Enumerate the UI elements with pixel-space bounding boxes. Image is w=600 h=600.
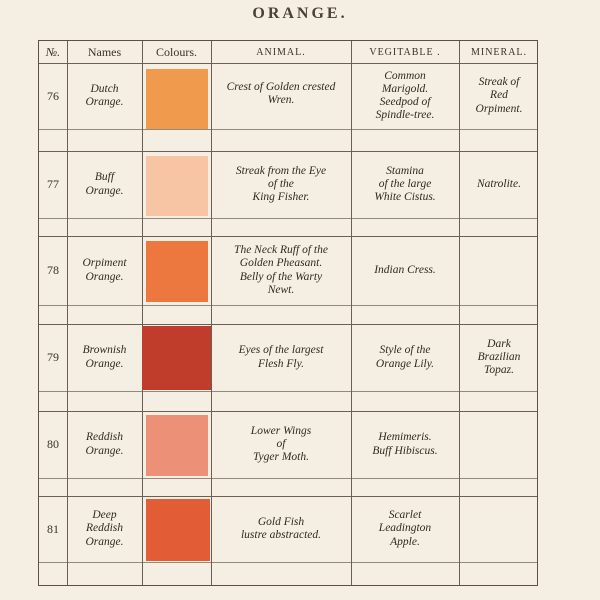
row-rule [39,391,537,392]
mineral-example [459,496,539,562]
colour-table [38,40,538,586]
mineral-example: Natrolite. [477,177,521,190]
vegetable-example: Hemimeris. Buff Hibiscus. [372,431,438,457]
row-number: 81 [47,521,59,536]
animal-example: Gold Fish lustre abstracted. [240,515,322,541]
vegetable-example: Indian Cress. [374,263,436,276]
row-number: 76 [47,88,59,103]
animal-example: Streak from the Eye of the King Fisher. [235,164,327,204]
colour-swatch [146,69,208,129]
row-number: 80 [47,437,59,451]
page-title: ORANGE. [252,5,348,22]
animal-example: The Neck Ruff of the Golden Pheasant. Belly of the Warty Newt. [234,244,328,296]
vegetable-example: Scarlet Leadington Apple. [378,509,432,548]
column-divider [142,41,143,585]
colour-swatch [146,415,208,476]
colour-swatch [146,241,208,302]
row-number: 79 [47,350,59,364]
mineral-example: Dark Brazilian Topaz. [477,337,521,377]
mineral-example: Streak of Red Orpiment. [475,76,523,115]
animal-example: Crest of Golden crested Wren. [226,81,336,107]
colour-name: Buff Orange. [85,171,124,197]
header-number: №. [45,44,61,59]
colour-name: Reddish Orange. [85,431,124,457]
header-animal: ANIMAL. [256,46,306,58]
colour-swatch [146,156,208,216]
row-rule [39,218,537,219]
row-number: 77 [47,177,59,191]
row-rule [39,129,537,130]
colour-name: Brownish Orange. [82,344,127,370]
colour-swatch [146,499,210,561]
row-number: 78 [47,263,59,277]
colour-name: Deep Reddish Orange. [85,509,124,548]
mineral-example [459,411,539,478]
header-names: Names [87,44,122,59]
vegetable-example: Stamina of the large White Cistus. [374,164,436,204]
colour-name: Orpiment Orange. [82,257,127,283]
mineral-example [459,236,539,305]
animal-example: Eyes of the largest Flesh Fly. [238,344,324,370]
row-rule [39,562,537,563]
row-rule [39,478,537,479]
header-vegetable: VEGITABLE . [369,46,441,58]
header-colours: Colours. [155,44,197,59]
row-rule [39,305,537,306]
header-mineral: MINERAL. [470,46,528,58]
colour-swatch [142,326,211,390]
vegetable-example: Style of the Orange Lily. [375,344,435,370]
animal-example: Lower Wings of Tyger Moth. [250,424,312,464]
vegetable-example: Common Marigold. Seedpod of Spindle-tree. [375,69,435,122]
colour-name: Dutch Orange. [85,82,124,108]
